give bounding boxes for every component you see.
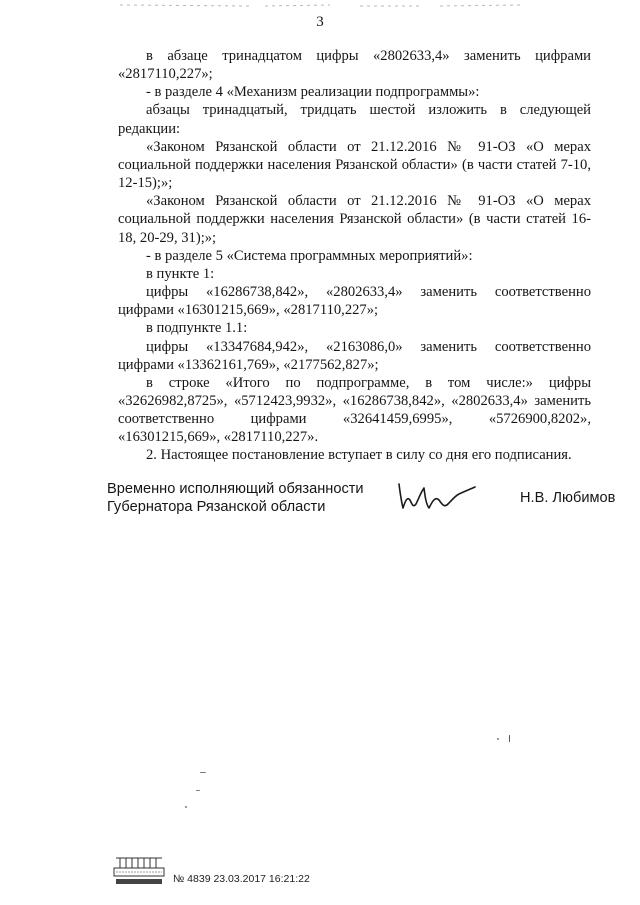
paragraph: в подпункте 1.1:: [146, 320, 248, 337]
scan-speck: [509, 735, 510, 742]
signatory-position: [107, 480, 364, 516]
handwritten-signature: [395, 478, 480, 520]
scan-speck: [185, 806, 187, 808]
scan-top-edge: [0, 0, 640, 12]
paragraph: абзацы тринадцатый, тридцать шестой изложить в следующей редакции:: [118, 102, 591, 137]
signatory-name: Н.В. Любимов: [520, 490, 616, 506]
scan-speck: [200, 772, 206, 773]
registration-stamp-text: № 4839 23.03.2017 16:21:22: [173, 873, 310, 885]
scan-speck: [196, 790, 200, 791]
signatory-position-line2: Губернатора Рязанской области: [107, 499, 326, 515]
registration-stamp-logo: [110, 852, 168, 886]
paragraph: в абзаце тринадцатом цифры «2802633,4» заменить цифрами «2817110,227»;: [118, 48, 591, 83]
document-body: [118, 47, 591, 465]
page-number: 3: [316, 14, 324, 30]
paragraph: цифры «16286738,842», «2802633,4» заменить соответственно цифрами «16301215,669», «2817110,227»;: [118, 284, 591, 319]
signatory-position-line1: Временно исполняющий обязанности: [107, 481, 364, 497]
paragraph: 2. Настоящее постановление вступает в силу со дня его подписания.: [146, 447, 572, 464]
paragraph: цифры «13347684,942», «2163086,0» заменить соответственно цифрами «13362161,769», «2177562,827»;: [118, 338, 591, 373]
paragraph: - в разделе 4 «Механизм реализации подпрограммы»:: [146, 84, 480, 101]
paragraph: «Законом Рязанской области от 21.12.2016 № 91-ОЗ «О мерах социальной поддержки населения Рязанской области» (в части статей 7-10, 12-15);»;: [118, 138, 591, 192]
scan-speck: [497, 738, 499, 740]
paragraph: «Законом Рязанской области от 21.12.2016 № 91-ОЗ «О мерах социальной поддержки населения Рязанской области» (в части статей 16-18, 20-29, 31);»;: [118, 193, 591, 246]
paragraph: в пункте 1:: [146, 265, 215, 282]
paragraph: - в разделе 5 «Система программных мероприятий»:: [146, 247, 473, 264]
paragraph: в строке «Итого по подпрограмме, в том числе:» цифры «32626982,8725», «5712423,9932», «16286738,842», «2802633,4» заменить соответственно цифрами «32641459,6995», «5726900,8202», «16301215,669», «2817110,227».: [118, 374, 591, 446]
